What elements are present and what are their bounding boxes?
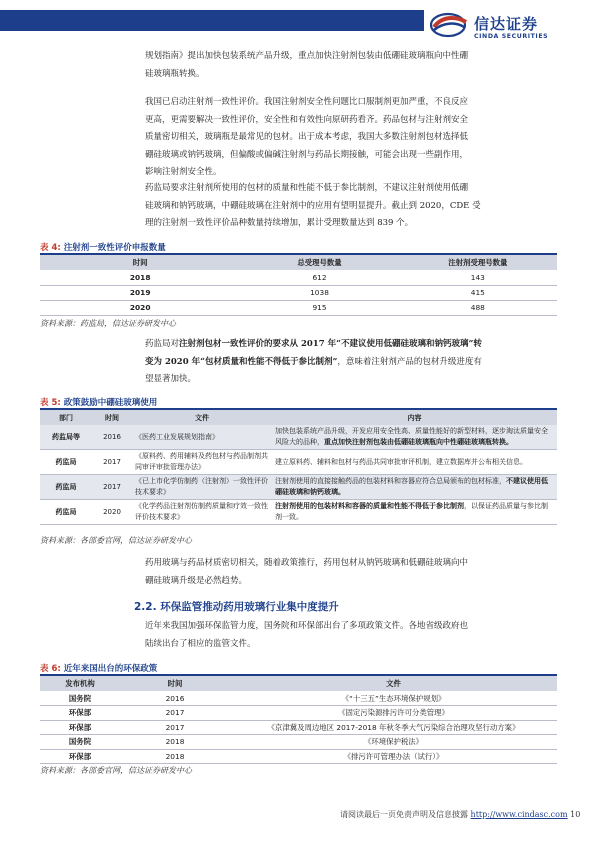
para-line: 陆续出台了相应的监管文件。 bbox=[145, 638, 256, 649]
table-cell: 2018 bbox=[120, 735, 230, 750]
table-cell: 环保部 bbox=[40, 749, 120, 764]
table-cell: 2017 bbox=[120, 720, 230, 735]
cell-text: 建立原料药、辅料和包材与药品共同审批审评机制，建立数据库并公布相关信息。 bbox=[275, 457, 527, 466]
table-number: 表 5: bbox=[40, 398, 61, 408]
column-header: 部门 bbox=[40, 409, 92, 425]
table-number: 表 4: bbox=[40, 243, 61, 253]
para-line: 规划指南》提出加快包装系统产品升级，重点加快注射剂包装由低硼硅玻璃瓶向中性硼 bbox=[145, 51, 469, 61]
table-cell: 2016 bbox=[92, 425, 132, 450]
table-cell: 《原料药、药用辅料及药包材与药品制剂共同审评审批管理办法》 bbox=[132, 450, 272, 475]
para-line: 硼硅玻璃或钠钙玻璃，但偏酸或偏碱注射剂与药品长期接触，可能会出现一些副作用， bbox=[145, 149, 469, 160]
column-header: 内容 bbox=[272, 409, 557, 425]
table-row bbox=[40, 706, 557, 721]
para-line: 理的注射剂一致性评价品种数量持续增加，累计受理数量达到 839 个。 bbox=[145, 218, 414, 228]
table-row bbox=[40, 475, 557, 500]
para-line: 药用玻璃与药品材质密切相关，随着政策推行，药用包材从钠钙玻璃和低硼硅玻璃向中 bbox=[145, 558, 469, 568]
table-cell: 《医药工业发展规划指南》 bbox=[132, 425, 272, 450]
cell-text: 注射剂使用的直接接触药品的包装材料和容器应符合总局颁布的包材标准， bbox=[275, 477, 506, 485]
table-cell: 1038 bbox=[240, 285, 398, 300]
table-row bbox=[40, 270, 557, 285]
column-header: 文件 bbox=[230, 675, 557, 691]
table-row bbox=[40, 720, 557, 735]
table-cell: 药监局 bbox=[40, 500, 92, 525]
para-text: ，意味着注射剂产品的包材升级进度有 bbox=[337, 356, 482, 367]
table-cell: 环保部 bbox=[40, 720, 120, 735]
para-line: 望显著加快。 bbox=[145, 374, 197, 384]
table-6-source: 资料来源：各部委官网，信达证券研发中心 bbox=[40, 766, 192, 775]
table-cell: 2020 bbox=[40, 300, 240, 315]
table-cell: 《京津冀及周边地区 2017-2018 年秋冬季大气污染综合治理攻坚行动方案》 bbox=[230, 720, 557, 735]
paragraph-3 bbox=[145, 180, 557, 233]
website-link[interactable]: http://www.cindasc.com bbox=[470, 810, 568, 819]
table-cell: 2018 bbox=[120, 749, 230, 764]
para-line: 硅玻璃瓶转换。 bbox=[145, 68, 205, 79]
table-cell: 环保部 bbox=[40, 706, 120, 721]
header-bar bbox=[0, 10, 424, 31]
paragraph-1 bbox=[145, 48, 557, 83]
table-cell: 药监局 bbox=[40, 450, 92, 475]
table-cell: 2019 bbox=[40, 285, 240, 300]
cell-bold-text: 不建议使用低硼硅玻璃和钠钙玻璃。 bbox=[275, 477, 548, 496]
table-cell: 国务院 bbox=[40, 735, 120, 750]
paragraph-2 bbox=[145, 94, 557, 182]
table-row bbox=[40, 285, 557, 300]
table-row bbox=[40, 500, 557, 525]
table-row bbox=[40, 735, 557, 750]
cell-bold-text: 重点加快注射剂包装由低硼硅玻璃瓶向中性硼硅玻璃瓶转换。 bbox=[324, 438, 513, 446]
table-4-source: 资料来源：药监局，信达证券研发中心 bbox=[40, 319, 176, 328]
table-cell: 国务院 bbox=[40, 691, 120, 706]
table-cell: 2017 bbox=[120, 706, 230, 721]
table-cell: 612 bbox=[240, 270, 398, 285]
table-cell: 2016 bbox=[120, 691, 230, 706]
logo-english: CINDA SECURITIES bbox=[474, 33, 549, 40]
table-cell: 《环境保护税法》 bbox=[230, 735, 557, 750]
table-row bbox=[40, 300, 557, 315]
para-bold-text: 注射剂包材一致性评价的要求从 2017 年“不建议使用低硼硅玻璃和钠钙玻璃”转 bbox=[179, 339, 482, 349]
table-cell: 《“十三五”生态环境保护规划》 bbox=[230, 691, 557, 706]
table-cell: 《已上市化学仿制药（注射剂）一致性评价技术要求》 bbox=[132, 475, 272, 500]
disclaimer-text: 请阅读最后一页免责声明及信息披露 bbox=[340, 810, 468, 819]
para-line bbox=[145, 354, 557, 372]
para-line: 近年来我国加强环保监管力度，国务院和环保部出台了多项政策文件。各地省级政府也 bbox=[145, 621, 469, 631]
cinda-logo bbox=[430, 12, 590, 42]
table-cell bbox=[272, 425, 557, 450]
section-heading: 2.2. 环保监管推动药用玻璃行业集中度提升 bbox=[134, 601, 339, 613]
table-6-title bbox=[40, 662, 157, 674]
table-number: 表 6: bbox=[40, 664, 61, 674]
para-line: 硼硅玻璃升级是必然趋势。 bbox=[145, 575, 248, 586]
para-line: 质量密切相关，玻璃瓶是最常见的包材。出于成本考虑，我国大多数注射剂包材选择低 bbox=[145, 132, 469, 142]
paragraph-5 bbox=[145, 555, 557, 590]
table-cell: 《固定污染源排污许可分类管理》 bbox=[230, 706, 557, 721]
table-cell bbox=[272, 500, 557, 525]
table-5-source: 资料来源：各部委官网，信达证券研发中心 bbox=[40, 536, 192, 545]
table-row bbox=[40, 425, 557, 450]
table-cell: 2018 bbox=[40, 270, 240, 285]
cell-bold-text: 注射剂使用的包装材料和容器的质量和性能不得低于参比制剂 bbox=[275, 502, 464, 510]
table-cell: 915 bbox=[240, 300, 398, 315]
para-line: 影响注射剂安全性。 bbox=[145, 167, 222, 177]
cinda-logo-icon bbox=[430, 12, 470, 38]
table-cell: 488 bbox=[399, 300, 557, 315]
table-cell: 2017 bbox=[92, 450, 132, 475]
paragraph-4 bbox=[145, 336, 557, 389]
paragraph-6 bbox=[145, 618, 557, 653]
table-caption: 注射剂一致性评价申报数量 bbox=[63, 243, 166, 253]
cell-text: ，以保证药品质量与参比制剂一致。 bbox=[275, 502, 548, 521]
table-row bbox=[40, 749, 557, 764]
table-cell bbox=[272, 450, 557, 475]
column-header: 时间 bbox=[92, 409, 132, 425]
column-header: 注射剂受理号数量 bbox=[399, 254, 557, 270]
logo-chinese: 信达证券 bbox=[474, 15, 539, 33]
table-cell: 《排污许可管理办法（试行）》 bbox=[230, 749, 557, 764]
cell-text: 加快包装系统产品升级，开发应用安全性高、质量性能好的新型材料，逐步淘汰质量安全风险大的品种， bbox=[275, 427, 548, 446]
table-cell: 415 bbox=[399, 285, 557, 300]
column-header: 发布机构 bbox=[40, 675, 120, 691]
column-header: 文件 bbox=[132, 409, 272, 425]
para-line: 硅玻璃和钠钙玻璃，中硼硅玻璃在注射剂中的应用有望明显提升。截止到 2020，CDE 受 bbox=[145, 200, 481, 211]
para-line: 药监局要求注射剂所使用的包材的质量和性能不低于参比制剂，不建议注射剂使用低硼 bbox=[145, 183, 469, 193]
table-cell: 2020 bbox=[92, 500, 132, 525]
table-cell: 《化学药品注射剂仿制药质量和疗效一致性评价技术要求》 bbox=[132, 500, 272, 525]
para-line: 我国已启动注射剂一致性评价。我国注射剂安全性问题比口服制剂更加严重，不良反应 bbox=[145, 97, 469, 107]
table-cell: 药监局等 bbox=[40, 425, 92, 450]
table-row bbox=[40, 450, 557, 475]
table-4 bbox=[40, 253, 557, 316]
para-line bbox=[145, 336, 557, 354]
table-cell: 143 bbox=[399, 270, 557, 285]
table-cell: 药监局 bbox=[40, 475, 92, 500]
para-text: 药监局对 bbox=[145, 339, 180, 349]
table-caption: 近年来国出台的环保政策 bbox=[63, 664, 158, 674]
table-row bbox=[40, 691, 557, 706]
table-cell: 2017 bbox=[92, 475, 132, 500]
table-6 bbox=[40, 674, 557, 764]
column-header: 时间 bbox=[40, 254, 240, 270]
table-4-title bbox=[40, 241, 166, 253]
table-5-title bbox=[40, 396, 157, 408]
page-number: 10 bbox=[570, 810, 581, 819]
table-caption: 政策鼓励中硼硅玻璃使用 bbox=[63, 398, 158, 408]
column-header: 总受理号数量 bbox=[240, 254, 398, 270]
para-bold-text: 变为 2020 年“包材质量和性能不得低于参比制剂” bbox=[145, 356, 338, 367]
page-footer bbox=[340, 809, 580, 820]
column-header: 时间 bbox=[120, 675, 230, 691]
para-line: 更高，更需要解决一致性评价，安全性和有效性向原研药看齐。药品包材与注射剂安全 bbox=[145, 114, 469, 125]
table-cell bbox=[272, 475, 557, 500]
table-5 bbox=[40, 408, 557, 525]
